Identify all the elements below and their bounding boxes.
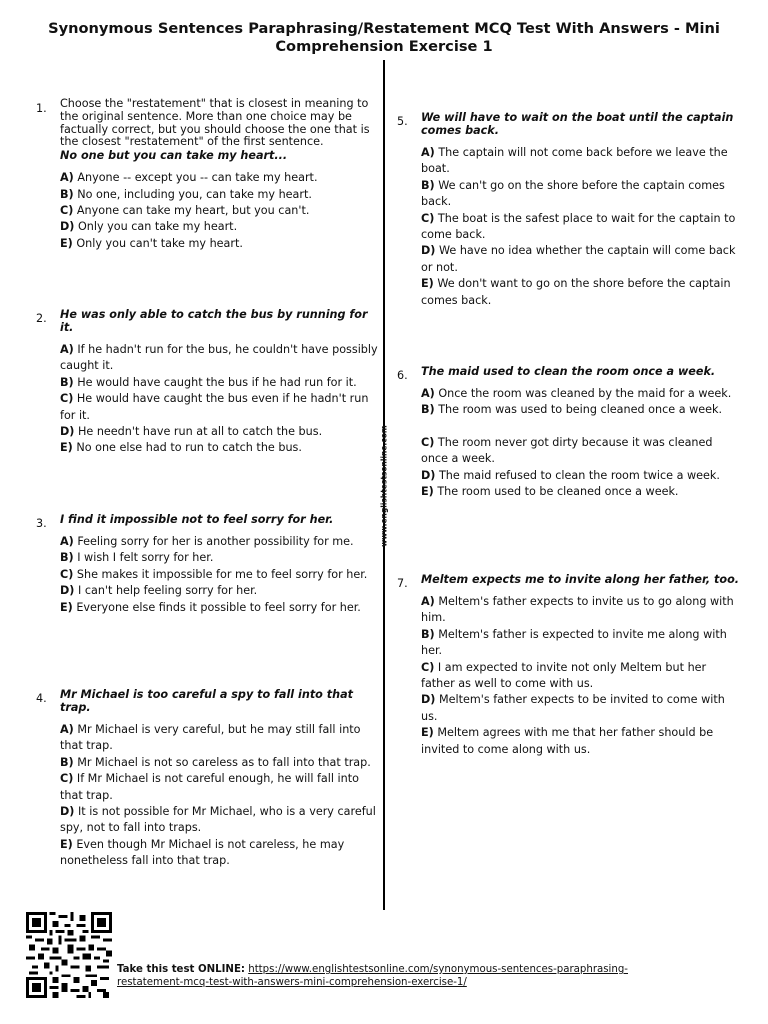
option-a[interactable]: [421, 594, 742, 627]
option-letter: D): [60, 805, 75, 819]
option-d[interactable]: [421, 243, 742, 276]
option-b[interactable]: [421, 178, 742, 211]
footer: [117, 964, 677, 989]
option-letter: E): [421, 485, 434, 499]
option-text: If Mr Michael is not careful enough, he will fall into that trap.: [60, 772, 359, 802]
question-prompt: Meltem expects me to invite along her father, too.: [421, 573, 740, 586]
option-e[interactable]: [60, 837, 381, 870]
option-e[interactable]: [421, 276, 742, 309]
option-text: We don't want to go on the shore before the captain comes back.: [421, 277, 731, 307]
option-text: The room was used to being cleaned once a week.: [438, 403, 723, 417]
options-list: [60, 170, 381, 252]
page-title: Synonymous Sentences Paraphrasing/Restatement MCQ Test With Answers - Mini Comprehension Exercise 1: [48, 20, 720, 55]
question-number: 5.: [397, 115, 408, 128]
option-a[interactable]: [60, 342, 381, 375]
option-d[interactable]: [60, 804, 381, 837]
option-letter: D): [421, 693, 436, 707]
option-e[interactable]: [60, 236, 381, 252]
question-1: [36, 98, 381, 252]
option-letter: C): [421, 435, 435, 449]
option-a[interactable]: [60, 170, 381, 186]
option-letter: E): [60, 236, 73, 250]
option-text: Once the room was cleaned by the maid for a week.: [438, 387, 732, 400]
option-text: Mr Michael is not so careless as to fall into that trap.: [77, 755, 371, 769]
question-4: [36, 688, 381, 870]
option-d[interactable]: [421, 468, 742, 484]
option-c[interactable]: [60, 203, 381, 219]
side-url[interactable]: www.englishtestsonline.com: [379, 425, 389, 547]
options-list: [60, 342, 381, 457]
option-text: The captain will not come back before we leave the boat.: [421, 146, 728, 176]
option-letter: B): [60, 551, 74, 565]
question-prompt: No one but you can take my heart...: [60, 149, 288, 163]
option-letter: E): [60, 441, 73, 455]
option-text: Only you can't take my heart.: [76, 236, 243, 250]
test-link[interactable]: https://www.englishtestsonline.com/synonymous-sentences-paraphrasing-restatement-mcq-test-with-answers-mini-comprehension-exercise-1/: [117, 964, 628, 988]
option-letter: B): [60, 375, 74, 389]
option-letter: C): [60, 772, 74, 786]
option-text: I wish I felt sorry for her.: [77, 551, 214, 565]
option-b[interactable]: [60, 755, 381, 771]
option-letter: D): [60, 584, 75, 598]
option-text: Meltem agrees with me that her father should be invited to come along with us.: [421, 726, 714, 756]
option-text: I am expected to invite not only Meltem but her father as well to come with us.: [421, 660, 707, 691]
options-list: [60, 534, 381, 616]
option-d[interactable]: [60, 219, 381, 235]
option-letter: E): [421, 726, 434, 740]
option-letter: D): [421, 468, 436, 482]
options-list: [60, 722, 381, 870]
options-list: [421, 386, 742, 500]
option-text: The room never got dirty because it was cleaned once a week.: [421, 435, 713, 466]
options-list: [421, 145, 742, 309]
option-text: He would have caught the bus if he had run for it.: [77, 375, 357, 389]
option-text: Anyone -- except you -- can take my heart.: [77, 171, 318, 185]
option-letter: B): [421, 178, 435, 192]
options-list: [421, 594, 742, 758]
option-text: The boat is the safest place to wait for the captain to come back.: [421, 211, 736, 242]
question-prompt: I find it impossible not to feel sorry for her.: [60, 513, 334, 526]
question-5: [397, 111, 742, 309]
question-number: 2.: [36, 312, 47, 325]
question-number: 3.: [36, 517, 47, 530]
option-a[interactable]: [421, 145, 742, 178]
option-e[interactable]: [421, 484, 742, 500]
option-c[interactable]: [60, 391, 381, 424]
option-text: Meltem's father is expected to invite me along with her.: [421, 627, 727, 658]
question-prompt: He was only able to catch the bus by running for it.: [60, 308, 368, 334]
question-prompt: Mr Michael is too careful a spy to fall into that trap.: [60, 688, 353, 714]
option-letter: E): [60, 600, 73, 614]
option-text: Only you can take my heart.: [77, 220, 238, 234]
option-letter: A): [421, 146, 435, 159]
option-d[interactable]: [421, 692, 742, 725]
option-text: Feeling sorry for her is another possibility for me.: [77, 535, 354, 548]
question-prompt: The maid used to clean the room once a week.: [421, 365, 716, 378]
option-b[interactable]: [60, 550, 381, 566]
question-number: 1.: [36, 102, 47, 115]
option-text: No one else had to run to catch the bus.: [76, 441, 302, 455]
question-6: [397, 365, 742, 500]
option-letter: B): [60, 187, 74, 201]
option-text: Even though Mr Michael is not careless, he may nonetheless fall into that trap.: [60, 837, 345, 868]
question-number: 4.: [36, 692, 47, 705]
option-c[interactable]: [421, 435, 742, 468]
option-letter: A): [60, 535, 74, 548]
option-letter: A): [60, 343, 74, 356]
option-letter: E): [60, 837, 73, 851]
option-text: He needn't have run at all to catch the bus.: [77, 425, 323, 439]
option-a[interactable]: [421, 386, 742, 402]
option-c[interactable]: [421, 211, 742, 244]
option-c[interactable]: [60, 771, 381, 804]
question-number: 7.: [397, 577, 408, 590]
option-a[interactable]: [60, 534, 381, 550]
option-letter: D): [60, 425, 75, 439]
option-text: I can't help feeling sorry for her.: [77, 584, 258, 598]
option-b[interactable]: [421, 402, 742, 418]
option-text: Meltem's father expects to be invited to come with us.: [421, 693, 725, 723]
option-text: Everyone else finds it possible to feel sorry for her.: [76, 600, 361, 614]
option-letter: A): [60, 723, 74, 736]
option-text: No one, including you, can take my heart.: [77, 187, 312, 201]
option-text: We can't go on the shore before the captain comes back.: [421, 178, 725, 209]
option-e[interactable]: [60, 440, 381, 456]
option-letter: C): [60, 567, 74, 581]
instructions: Choose the "restatement" that is closest in meaning to the original sentence. More than one choice may be factually correct, but you should choose the one that is the closest "restatement" of the first sentence.: [60, 97, 370, 149]
option-e[interactable]: [421, 725, 742, 758]
question-3: [36, 513, 381, 616]
question-2: [36, 308, 381, 457]
option-text: Meltem's father expects to invite us to go along with him.: [421, 595, 734, 625]
option-letter: C): [60, 392, 74, 406]
question-prompt: We will have to wait on the boat until the captain comes back.: [421, 111, 734, 137]
option-text: We have no idea whether the captain will come back or not.: [421, 244, 736, 274]
option-letter: A): [60, 171, 74, 185]
option-letter: B): [421, 627, 435, 641]
option-letter: E): [421, 277, 434, 291]
option-letter: D): [60, 220, 75, 234]
footer-label: Take this test ONLINE:: [117, 964, 245, 975]
option-b[interactable]: [60, 187, 381, 203]
option-letter: C): [60, 204, 74, 217]
option-text: He would have caught the bus even if he hadn't run for it.: [60, 392, 369, 422]
option-a[interactable]: [60, 722, 381, 755]
option-text: She makes it impossible for me to feel sorry for her.: [76, 567, 368, 581]
option-letter: A): [421, 595, 435, 608]
qr-code-icon[interactable]: [24, 912, 114, 998]
option-letter: C): [421, 211, 435, 225]
option-e[interactable]: [60, 600, 381, 616]
option-c[interactable]: [421, 660, 742, 693]
option-text: If he hadn't run for the bus, he couldn't have possibly caught it.: [60, 343, 378, 373]
question-number: 6.: [397, 369, 408, 382]
option-c[interactable]: [60, 567, 381, 583]
option-letter: D): [421, 244, 436, 258]
option-text: Anyone can take my heart, but you can't.: [76, 204, 310, 217]
option-b[interactable]: [421, 627, 742, 660]
option-letter: C): [421, 660, 435, 674]
question-7: [397, 573, 742, 758]
option-letter: B): [60, 755, 74, 769]
option-b[interactable]: [60, 375, 381, 391]
option-text: The maid refused to clean the room twice a week.: [438, 468, 720, 482]
option-text: Mr Michael is very careful, but he may still fall into that trap.: [60, 723, 361, 753]
spacer: [421, 419, 742, 435]
option-letter: A): [421, 387, 435, 400]
option-text: It is not possible for Mr Michael, who is a very careful spy, not to fall into traps.: [60, 805, 376, 835]
option-text: The room used to be cleaned once a week.: [437, 485, 679, 499]
option-d[interactable]: [60, 424, 381, 440]
option-d[interactable]: [60, 583, 381, 599]
option-letter: B): [421, 403, 435, 417]
